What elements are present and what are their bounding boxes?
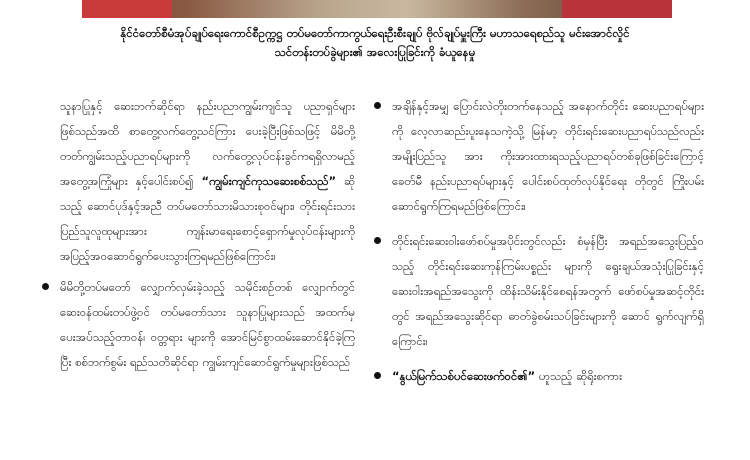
photo-red-carpet [82,0,172,18]
right-bullet-3 [392,364,704,389]
header-photo [82,0,672,18]
left-paragraph-1 [60,94,355,269]
bullet-icon [374,237,381,244]
right-bullet-3-emphasis: “နွယ်မြက်သစ်ပင်ဆေးဖက်ဝင်၏” [392,369,536,383]
right-bullet-3-text: ဟူသည့် ဆိုရိုးစကား [535,369,623,383]
left-p1-emphasis: “ကျွမ်းကျင်ကုသဆေးစစ်သည်” [201,174,337,188]
bullet-icon [374,372,381,379]
photo-red-backdrop [562,0,672,18]
right-bullet-1-text: အချိန်နှင့်အမျှ ပြောင်းလဲတိုးတက်နေသည့် အနောက်တိုင်း ဆေးပညာရပ်များကို လေ့လာဆည်းပူးနေသကဲ့သို့ မြန်မာ့ တိုင်းရင်းဆေးပညာရပ်သည်လည်း အမျိုးပြည်သူ အား ကိုးအားထားရသည့်ပညာရပ်တစ်ခုဖြစ်ခြင်းကြောင့် ခေတ်မီ နည်းပညာရပ်များနှင့် ပေါင်းစပ်ထုတ်လုပ်နိုင်ရေး တိုတွင် ကြိုးပမ်းဆောင်ရွက်ကြရမည်ဖြစ်ကြောင်း၊ [392,99,704,213]
bullet-icon [374,102,381,109]
left-bullet-1-text: မိမိတို့တပ်မတော် လျှောက်လှမ်းခဲ့သည့် သမိုင်းစဉ်တစ် လျှောက်တွင် ဆေးဝန်ထမ်းတပ်ဖွဲ့ဝင် တပ်မတော်သား သူနာပြုများသည် အထက်မှပေးအပ်သည့်တာဝန်၊ ဝတ္တရား များကို အောင်မြင်စွာထမ်းဆောင်နိုင်ခဲ့ကြပြီး စစ်ဘက်စွမ်း ရည်သတိဆိုင်ရာ ကျွမ်းကျင်ဆောင်ရွက်မှုများဖြစ်သည် [60,280,355,369]
left-p1-text-b: ဆိုသည့် ဆောင်ပုဒ်နှင့်အညီ တပ်မတော်သားမိသားစုဝင်များ၊ တိုင်းရင်းသား ပြည်သူလူထုများအား ကျန်းမာရေးစောင့်ရှောက်မှုလုပ်ငန်းများကို အပြည့်အဝဆောင်ရွက်ပေးသွားကြရမည်ဖြစ်ကြောင်း၊ [60,174,355,263]
photo-caption [40,24,710,62]
caption-line-1: နိုင်ငံတော်စီမံအုပ်ချုပ်ရေးကောင်စီဥက္ကဋ္ဌ တပ်မတော်ကာကွယ်ရေးဦးစီးချုပ် ဗိုလ်ချုပ်မှူးကြီး မဟာသရေစည်သူ မင်းအောင်လှိုင် [120,26,630,40]
left-column [60,94,355,385]
right-bullet-2-text: တိုင်းရင်းဆေးဝါးဖော်စပ်မှုအပိုင်းတွင်လည်း စံမှန်ပြီး အရည်အသွေးပြည့်ဝသည့် တိုင်းရင်းဆေးကုန်ကြမ်းပစ္စည်း များကို ရွေးချယ်အသုံးပြုခြင်းနှင့် ဆေးဝါးအရည်အသွေးကို ထိန်းသိမ်းနိုင်စေရန်အတွက် ဖော်စပ်မှုအဆင့်တိုင်းတွင် အရည်အသွေးဆိုင်ရာ ဓာတ်ခွဲစမ်းသပ်ခြင်းများကို ဆောင် ရွက်လျက်ရှိကြောင်း၊ [392,234,704,348]
caption-line-2: သင်တန်းတပ်ခွဲများ၏ အလေးပြုခြင်းကို ခံယူနေမှု [274,45,476,59]
bullet-icon [42,283,49,290]
right-bullet-1 [392,94,704,219]
left-p1-text-a: သူနာပြုနှင့် ဆေးဘက်ဆိုင်ရာ နည်းပညာကျွမ်းကျင်သူ ပညာရှင်များဖြစ်သည်အထိ စာတွေ့လက်တွေ့သင်ကြား ပေးခဲ့ပြီးဖြစ်သဖြင့် မိမိတို့ တတ်ကျွမ်းသည့်ပညာရပ်များကို လက်တွေ့လုပ်ငန်းခွင်ကရရှိလာမည့် အတွေ့အကြုံများ နှင့်ပေါင်းစပ်၍ [60,99,355,188]
left-bullet-1 [60,275,355,375]
right-bullet-2 [392,229,704,354]
right-column [392,94,704,399]
